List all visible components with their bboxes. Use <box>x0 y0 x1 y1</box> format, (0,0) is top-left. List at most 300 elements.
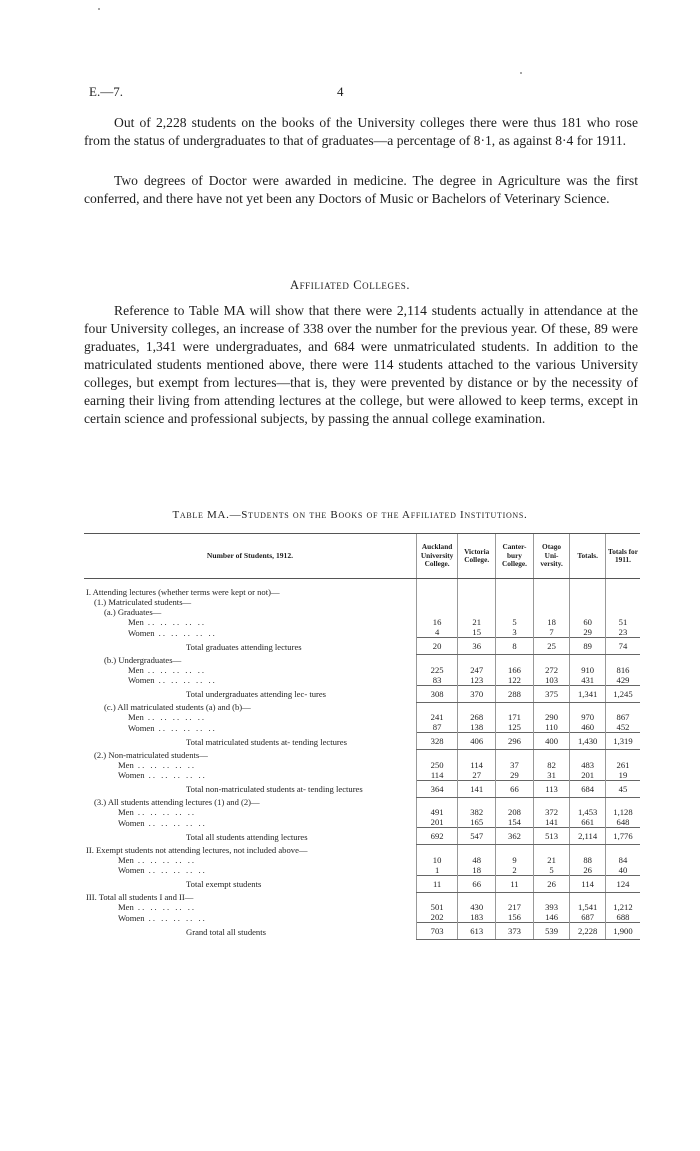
row-label <box>84 665 416 675</box>
table-cell: 201 <box>570 770 606 781</box>
row-label <box>84 892 416 902</box>
table-cell: 261 <box>605 760 640 770</box>
table-cell: 375 <box>533 685 570 702</box>
table-row <box>84 587 640 597</box>
table-cell: 202 <box>416 912 457 923</box>
row-label <box>84 655 416 665</box>
table-cell <box>416 597 457 607</box>
leader-dots: .. .. .. .. .. <box>144 865 207 875</box>
table-cell: 429 <box>605 675 640 686</box>
table-cell: 19 <box>605 770 640 781</box>
table-row <box>84 760 640 770</box>
paragraph-degrees: Two degrees of Doctor were awarded in medicine. The degree in Agriculture was the first conferred, and there have not yet been any Doctors of Music or Bachelors of Veterinary Science. <box>84 173 638 206</box>
table-row <box>84 627 640 638</box>
table-row <box>84 770 640 781</box>
table-cell: 60 <box>570 617 606 627</box>
row-label-text: Women <box>128 627 155 638</box>
table-cell <box>570 845 606 855</box>
leader-dots: .. .. .. .. .. <box>143 617 206 627</box>
table-cell: 328 <box>416 733 457 750</box>
table-cell: 430 <box>458 902 496 912</box>
table-cell: 48 <box>458 855 496 865</box>
table-total-row <box>84 780 640 797</box>
table-title: Table MA.—Students on the Books of the Affiliated Institutions. <box>172 509 528 521</box>
table-cell <box>533 750 570 760</box>
table-cell: 26 <box>533 875 570 892</box>
table-cell: 867 <box>605 712 640 722</box>
table-cell: 166 <box>496 665 534 675</box>
leader-dots: .. .. .. .. .. <box>144 770 207 780</box>
row-label-text: Men <box>118 807 134 817</box>
table-cell: 110 <box>533 722 570 733</box>
table-cell: 661 <box>570 817 606 828</box>
table-cell: 1,212 <box>605 902 640 912</box>
table-cell: 373 <box>496 923 534 940</box>
row-label-text: (1.) Matriculated students— <box>94 597 192 607</box>
leader-dots: .. .. .. .. .. <box>133 759 196 770</box>
table-cell <box>416 607 457 617</box>
table-cell <box>533 597 570 607</box>
table-cell: 88 <box>570 855 606 865</box>
table-row <box>84 665 640 675</box>
table-cell: 400 <box>533 733 570 750</box>
table-cell: 84 <box>605 855 640 865</box>
table-cell: 114 <box>570 875 606 892</box>
row-label <box>84 770 416 781</box>
table-cell: 201 <box>416 817 457 828</box>
table-cell: 15 <box>458 627 496 638</box>
row-label-text: Men <box>118 854 134 865</box>
table-cell: 208 <box>496 807 534 817</box>
table-row <box>84 655 640 665</box>
table-cell <box>570 892 606 902</box>
table-cell <box>458 607 496 617</box>
row-label-text: Women <box>128 675 155 685</box>
table-cell: 296 <box>496 733 534 750</box>
table-cell: 1,453 <box>570 807 606 817</box>
table-cell <box>605 607 640 617</box>
table-cell: 272 <box>533 665 570 675</box>
column-header: Victoria College. <box>458 534 496 579</box>
table-cell: 288 <box>496 685 534 702</box>
row-label <box>84 617 416 627</box>
row-label-text: Total graduates attending lectures <box>186 641 302 652</box>
table-row <box>84 892 640 902</box>
table-cell: 501 <box>416 902 457 912</box>
table-cell <box>570 750 606 760</box>
table-cell: 703 <box>416 923 457 940</box>
table-cell: 10 <box>416 855 457 865</box>
table-cell <box>416 845 457 855</box>
row-label-text: Total non-matriculated students at- tending lectures <box>186 784 363 794</box>
table-row <box>84 902 640 912</box>
table-cell: 491 <box>416 807 457 817</box>
table-cell: 36 <box>458 638 496 655</box>
table-cell: 83 <box>416 675 457 686</box>
table-cell: 87 <box>416 722 457 733</box>
table-cell: 247 <box>458 665 496 675</box>
table-cell: 114 <box>458 760 496 770</box>
table-cell: 1,245 <box>605 685 640 702</box>
table-cell: 308 <box>416 685 457 702</box>
table-total-row <box>84 685 640 702</box>
row-label <box>84 675 416 686</box>
table-cell <box>458 892 496 902</box>
table-cell: 1,541 <box>570 902 606 912</box>
table-cell: 23 <box>605 627 640 638</box>
table-row <box>84 817 640 828</box>
table-cell: 74 <box>605 638 640 655</box>
table-cell <box>605 750 640 760</box>
table-cell: 1 <box>416 865 457 876</box>
table-cell: 124 <box>605 875 640 892</box>
row-label-text: Total undergraduates attending lec- tures <box>186 689 327 699</box>
table-cell: 1,776 <box>605 828 640 845</box>
table-cell <box>533 797 570 807</box>
table-cell: 290 <box>533 712 570 722</box>
row-label <box>84 638 416 655</box>
table-cell <box>570 597 606 607</box>
table-cell: 241 <box>416 712 457 722</box>
table-cell: 370 <box>458 685 496 702</box>
table-cell: 970 <box>570 712 606 722</box>
table-cell <box>458 587 496 597</box>
table-cell: 4 <box>416 627 457 638</box>
table-cell: 122 <box>496 675 534 686</box>
row-label-text: Men <box>118 902 134 912</box>
column-header: Totals for 1911. <box>605 534 640 579</box>
table-cell: 165 <box>458 817 496 828</box>
table-cell <box>416 797 457 807</box>
row-label <box>84 597 416 607</box>
row-label-text: Men <box>118 759 134 770</box>
table-cell: 684 <box>570 780 606 797</box>
row-label-text: Women <box>118 912 145 923</box>
table-cell: 11 <box>496 875 534 892</box>
table-cell <box>496 587 534 597</box>
paragraph-graduates: Out of 2,228 students on the books of the University colleges there were thus 181 who rose from the status of undergraduates to that of graduates—a percentage of 8·1, as against 8·4 for 1911. <box>84 115 638 148</box>
table-cell: 138 <box>458 722 496 733</box>
table-cell: 217 <box>496 902 534 912</box>
table-cell: 816 <box>605 665 640 675</box>
table-row <box>84 702 640 712</box>
table-cell: 8 <box>496 638 534 655</box>
row-label-text: Total exempt students <box>186 879 262 889</box>
table-cell: 89 <box>570 638 606 655</box>
table-cell: 1,319 <box>605 733 640 750</box>
table-cell: 452 <box>605 722 640 733</box>
table-row <box>84 912 640 923</box>
row-label-text: (b.) Undergraduates— <box>104 654 182 665</box>
table-total-row <box>84 828 640 845</box>
table-cell: 27 <box>458 770 496 781</box>
table-row <box>84 845 640 855</box>
row-label-text: (a.) Graduates— <box>104 607 162 617</box>
table-cell <box>533 607 570 617</box>
table-cell: 29 <box>570 627 606 638</box>
table-cell <box>533 845 570 855</box>
table-cell: 250 <box>416 760 457 770</box>
row-label-text: Total all students attending lectures <box>186 831 308 842</box>
table-cell <box>570 797 606 807</box>
row-label-text: Women <box>118 817 145 828</box>
table-cell <box>416 750 457 760</box>
table-cell: 225 <box>416 665 457 675</box>
table-cell <box>458 797 496 807</box>
row-label <box>84 902 416 912</box>
table-cell: 21 <box>458 617 496 627</box>
column-header: Auckland University College. <box>416 534 457 579</box>
row-label <box>84 587 416 597</box>
table-cell <box>496 655 534 665</box>
table-cell: 171 <box>496 712 534 722</box>
row-label <box>84 627 416 638</box>
table-cell: 18 <box>458 865 496 876</box>
table-cell: 146 <box>533 912 570 923</box>
table-cell: 547 <box>458 828 496 845</box>
row-label-text: Women <box>118 865 145 875</box>
table-spacer <box>84 579 640 588</box>
table-cell: 1,128 <box>605 807 640 817</box>
table-cell: 141 <box>458 780 496 797</box>
table-row <box>84 597 640 607</box>
table-cell: 16 <box>416 617 457 627</box>
table-cell: 2,114 <box>570 828 606 845</box>
section-heading: Affiliated Colleges. <box>289 278 411 292</box>
row-label <box>84 780 416 797</box>
table-cell <box>605 702 640 712</box>
table-cell: 113 <box>533 780 570 797</box>
students-table <box>84 533 640 940</box>
row-label <box>84 722 416 733</box>
paragraph-affiliated: Reference to Table MA will show that there were 2,114 students actually in attendance at the four University colleges, an increase of 338 over the number for the previous year. Of these, 89 were graduates, 1,341 were undergraduates, and 684 were unmatriculated students. In addition to the matriculated students mentioned above, there were 114 students attached to the various University colleges, but exempt from lectures—that is, they were prevented by distance or by the necessity of earning their living from attending lectures at the college, but were allowed to keep terms, except in certain science and professional subjects, by passing the annual college examination. <box>84 303 638 426</box>
table-cell: 125 <box>496 722 534 733</box>
table-cell: 1,900 <box>605 923 640 940</box>
table-cell <box>570 607 606 617</box>
row-label-text: Total matriculated students at- tending lectures <box>186 736 347 747</box>
table-cell: 382 <box>458 807 496 817</box>
table-cell <box>458 655 496 665</box>
row-label <box>84 923 416 940</box>
column-header: Otago Uni- versity. <box>533 534 570 579</box>
leader-dots: .. .. .. .. .. <box>144 817 207 828</box>
leader-dots: .. .. .. .. .. <box>154 627 217 638</box>
row-label-text: III. Total all students I and II— <box>86 892 194 902</box>
table-cell <box>570 655 606 665</box>
row-label <box>84 817 416 828</box>
table-cell: 114 <box>416 770 457 781</box>
table-cell <box>605 845 640 855</box>
table-total-row <box>84 875 640 892</box>
leader-dots: .. .. .. .. .. <box>133 902 196 912</box>
table-cell: 2,228 <box>570 923 606 940</box>
table-cell: 20 <box>416 638 457 655</box>
table-cell: 406 <box>458 733 496 750</box>
table-cell: 362 <box>496 828 534 845</box>
leader-dots: .. .. .. .. .. <box>154 675 217 685</box>
row-label <box>84 607 416 617</box>
table-cell: 613 <box>458 923 496 940</box>
table-cell: 460 <box>570 722 606 733</box>
table-cell <box>605 797 640 807</box>
row-label <box>84 702 416 712</box>
table-cell <box>605 655 640 665</box>
table-cell: 11 <box>416 875 457 892</box>
row-label-text: Men <box>128 712 144 722</box>
table-cell <box>416 702 457 712</box>
table-cell: 1,341 <box>570 685 606 702</box>
row-label-text: (3.) All students attending lectures (1) and (2)— <box>94 797 260 807</box>
row-label <box>84 733 416 750</box>
table-row <box>84 722 640 733</box>
table-cell: 3 <box>496 627 534 638</box>
table-cell: 183 <box>458 912 496 923</box>
table-cell <box>533 655 570 665</box>
table-cell: 2 <box>496 865 534 876</box>
table-cell: 513 <box>533 828 570 845</box>
table-cell: 431 <box>570 675 606 686</box>
page-number: 4 <box>337 84 344 99</box>
table-cell <box>605 587 640 597</box>
row-label-text: II. Exempt students not attending lectures, not included above— <box>86 844 308 855</box>
table-total-row <box>84 923 640 940</box>
table-cell: 18 <box>533 617 570 627</box>
table-cell: 82 <box>533 760 570 770</box>
table-cell: 123 <box>458 675 496 686</box>
table-cell: 26 <box>570 865 606 876</box>
table-row <box>84 675 640 686</box>
table-cell <box>533 892 570 902</box>
row-label-text: (c.) All matriculated students (a) and (b)— <box>104 702 251 712</box>
table-row <box>84 797 640 807</box>
row-label <box>84 912 416 923</box>
table-cell: 687 <box>570 912 606 923</box>
leader-dots: .. .. .. .. .. <box>143 664 206 675</box>
row-label-text: Men <box>128 617 144 627</box>
table-cell <box>416 892 457 902</box>
column-header: Totals. <box>570 534 606 579</box>
table-row <box>84 855 640 865</box>
table-cell <box>496 845 534 855</box>
row-label-text: I. Attending lectures (whether terms were kept or not)— <box>86 587 280 597</box>
table-cell: 648 <box>605 817 640 828</box>
table-cell: 9 <box>496 855 534 865</box>
leader-dots: .. .. .. .. .. <box>144 912 207 923</box>
table-cell: 156 <box>496 912 534 923</box>
table-cell <box>496 702 534 712</box>
row-label-text: Men <box>128 664 144 675</box>
row-label <box>84 685 416 702</box>
table-row <box>84 807 640 817</box>
row-label <box>84 845 416 855</box>
leader-dots: .. .. .. .. .. <box>133 854 196 865</box>
row-label <box>84 797 416 807</box>
table-cell: 483 <box>570 760 606 770</box>
row-label-text: Grand total all students <box>186 926 266 937</box>
table-cell: 51 <box>605 617 640 627</box>
table-cell <box>496 597 534 607</box>
table-cell <box>458 750 496 760</box>
table-cell <box>570 702 606 712</box>
table-cell: 141 <box>533 817 570 828</box>
table-cell: 1,430 <box>570 733 606 750</box>
row-label <box>84 712 416 722</box>
table-total-row <box>84 638 640 655</box>
table-cell: 29 <box>496 770 534 781</box>
table-cell: 5 <box>496 617 534 627</box>
leader-dots: .. .. .. .. .. <box>143 712 206 722</box>
row-label <box>84 875 416 892</box>
table-cell <box>496 607 534 617</box>
leader-dots: .. .. .. .. .. <box>154 722 217 733</box>
table-cell: 21 <box>533 855 570 865</box>
document-reference: E.—7. <box>89 84 123 99</box>
table-row <box>84 865 640 876</box>
row-label <box>84 750 416 760</box>
table-cell <box>533 587 570 597</box>
table-cell <box>416 655 457 665</box>
table-cell <box>416 587 457 597</box>
table-cell: 910 <box>570 665 606 675</box>
table-cell: 154 <box>496 817 534 828</box>
table-header-row <box>84 534 640 579</box>
table-cell <box>605 892 640 902</box>
row-label <box>84 855 416 865</box>
row-label-text: Women <box>128 722 155 733</box>
table-cell: 364 <box>416 780 457 797</box>
row-label <box>84 828 416 845</box>
table-cell <box>496 892 534 902</box>
table-row <box>84 617 640 627</box>
scan-speck <box>98 8 100 10</box>
table-cell: 393 <box>533 902 570 912</box>
table-cell: 688 <box>605 912 640 923</box>
table-cell: 66 <box>458 875 496 892</box>
table-cell: 103 <box>533 675 570 686</box>
row-label-text: Women <box>118 770 145 780</box>
table-cell: 66 <box>496 780 534 797</box>
table-cell: 37 <box>496 760 534 770</box>
table-cell: 31 <box>533 770 570 781</box>
column-header: Canter- bury College. <box>496 534 534 579</box>
scan-speck <box>520 72 522 74</box>
table-cell: 539 <box>533 923 570 940</box>
table-cell <box>496 750 534 760</box>
table-cell: 5 <box>533 865 570 876</box>
table-cell <box>458 597 496 607</box>
column-header: Number of Students, 1912. <box>84 534 416 579</box>
table-cell: 372 <box>533 807 570 817</box>
table-row <box>84 607 640 617</box>
table-row <box>84 750 640 760</box>
row-label <box>84 760 416 770</box>
table-cell <box>533 702 570 712</box>
table-cell: 45 <box>605 780 640 797</box>
table-total-row <box>84 733 640 750</box>
table-row <box>84 712 640 722</box>
row-label <box>84 865 416 876</box>
table-cell <box>458 702 496 712</box>
table-cell <box>458 845 496 855</box>
table-cell: 692 <box>416 828 457 845</box>
table-cell: 25 <box>533 638 570 655</box>
table-cell: 40 <box>605 865 640 876</box>
table-cell: 268 <box>458 712 496 722</box>
table-cell <box>570 587 606 597</box>
row-label-text: (2.) Non-matriculated students— <box>94 749 208 760</box>
table-cell: 7 <box>533 627 570 638</box>
table-cell <box>605 597 640 607</box>
